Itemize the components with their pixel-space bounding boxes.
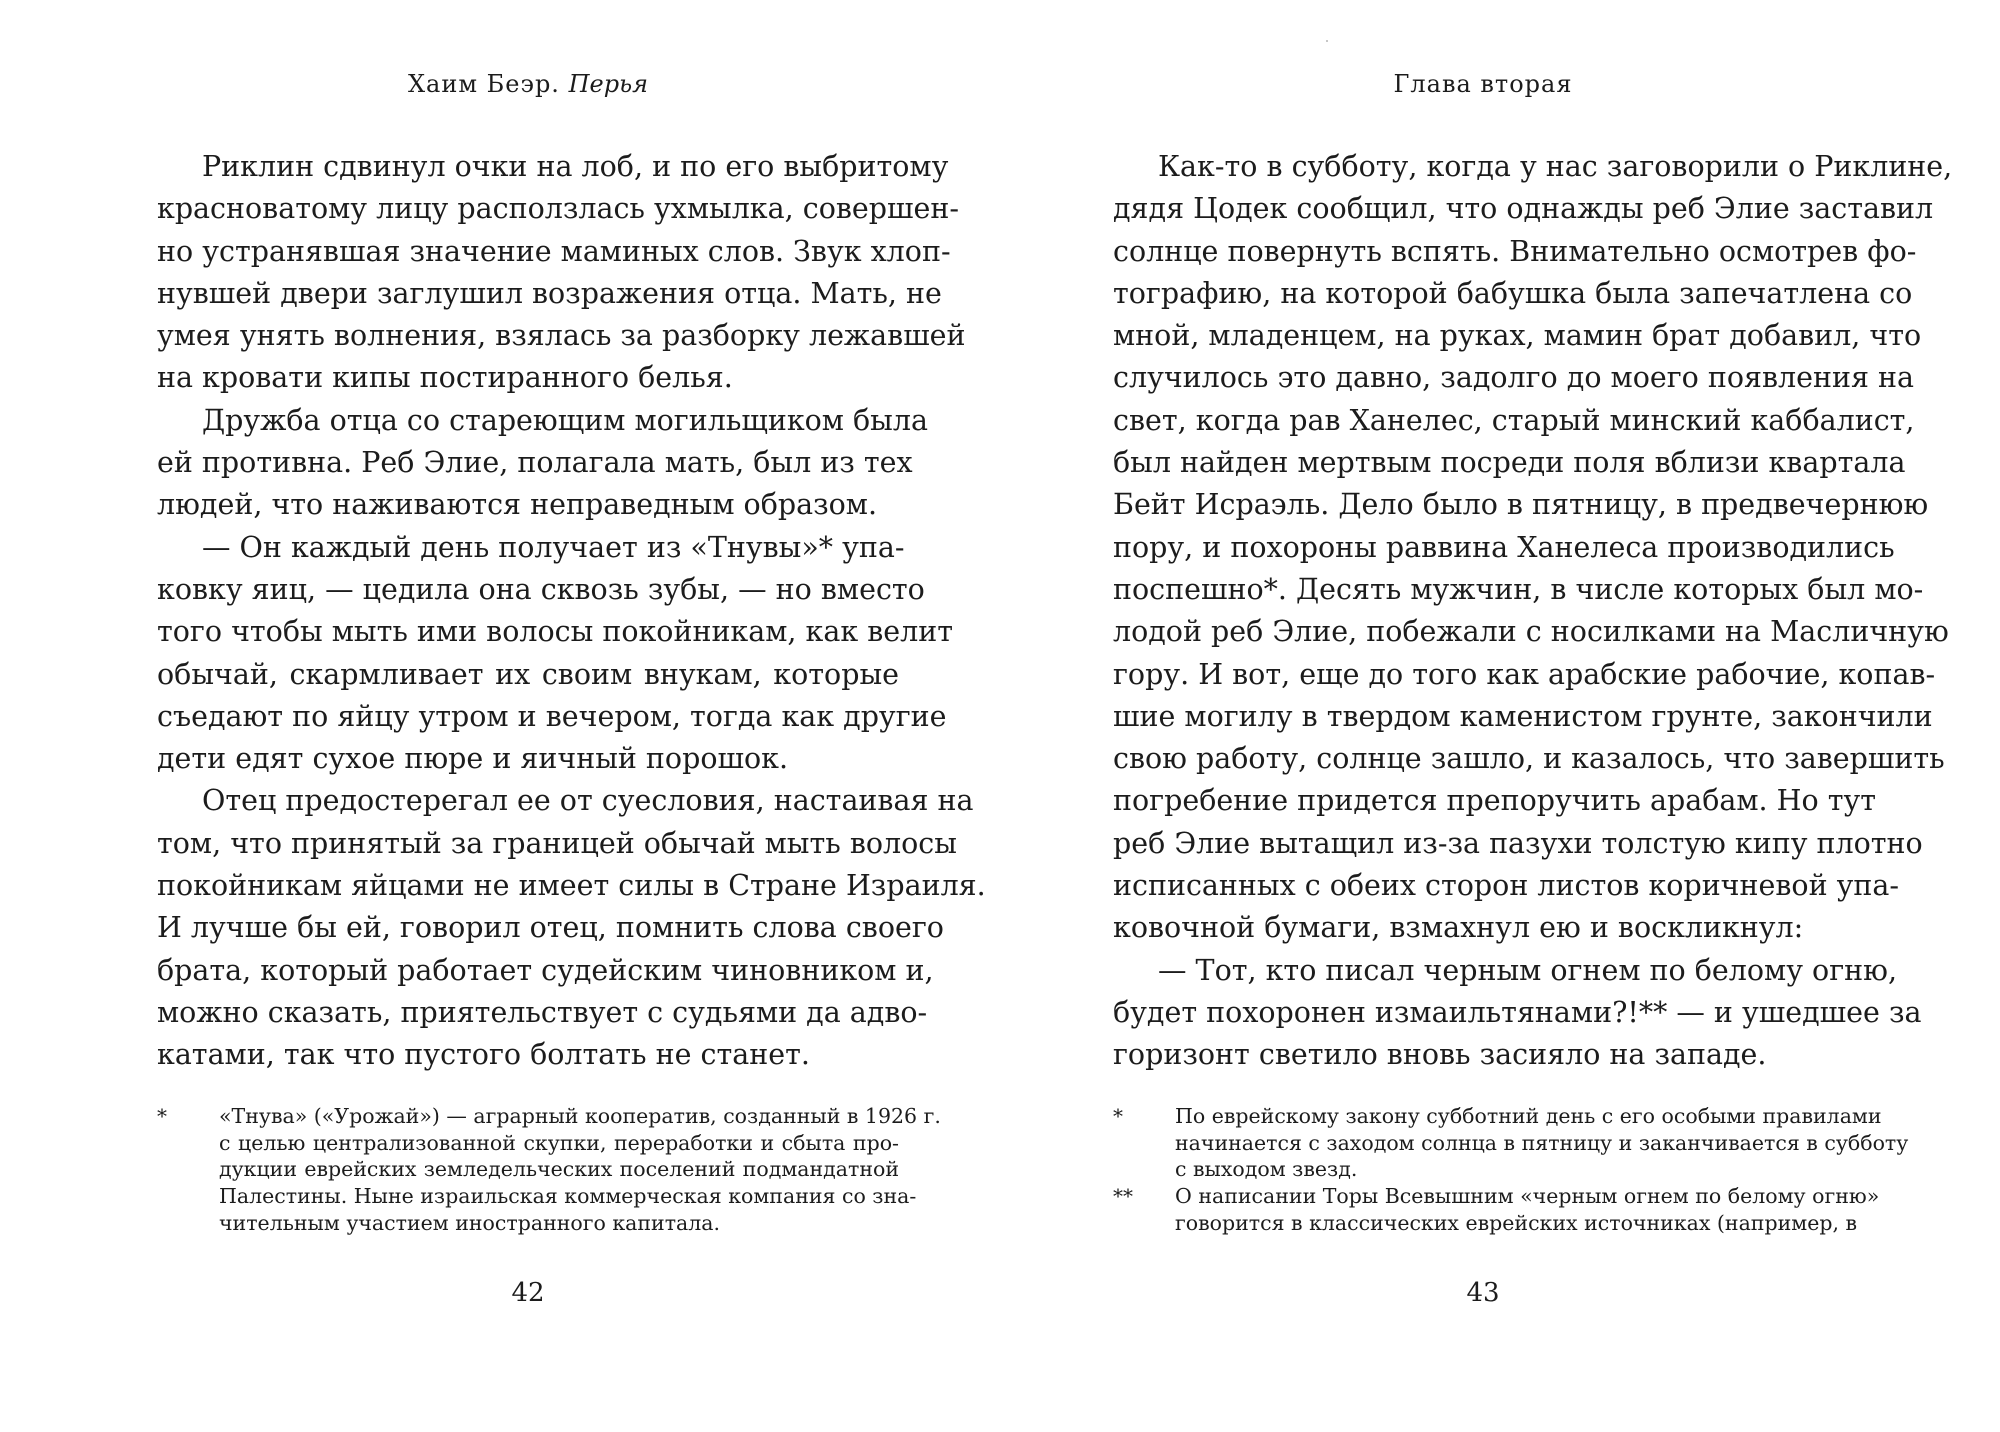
text-line: погребение придется препоручить арабам. Но тут xyxy=(1113,784,1877,818)
text-line: Бейт Исраэль. Дело было в пятницу, в предвечернюю xyxy=(1113,488,1929,522)
page-number-left: 42 xyxy=(511,1278,545,1308)
footnote-marker: * xyxy=(1113,1104,1123,1128)
text-line: покойникам яйцами не имеет силы в Стране Израиля. xyxy=(157,869,986,903)
text-line: исписанных с обеих сторон листов коричневой упа- xyxy=(1113,869,1900,903)
text-line: шие могилу в твердом каменистом грунте, закончили xyxy=(1113,699,1933,733)
text-line: случилось это давно, задолго до моего появления на xyxy=(1113,361,1915,395)
running-head-left xyxy=(157,70,899,98)
footnote-line: чительным участием иностранного капитала. xyxy=(219,1210,721,1235)
text-line: ей противна. Реб Элие, полагала мать, был из тех xyxy=(157,446,913,480)
text-line: пору, и похороны раввина Ханелеса производились xyxy=(1113,530,1895,564)
text-line: горизонт светило вновь засияло на западе. xyxy=(1113,1038,1767,1072)
footnote-line: начинается с заходом солнца в пятницу и заканчивается в субботу xyxy=(1175,1130,1909,1155)
text-line: поспешно*. Десять мужчин, в числе которых был мо- xyxy=(1113,572,1924,606)
text-line: Дружба отца со стареющим могильщиком была xyxy=(202,403,928,437)
text-line: людей, что наживаются неправедным образом. xyxy=(157,488,878,522)
text-line: том, что принятый за границей обычай мыть волосы xyxy=(157,826,957,860)
text-line: красноватому лицу расползлась ухмылка, совершен- xyxy=(157,192,959,226)
text-line: ковку яиц, — цедила она сквозь зубы, — но вместо xyxy=(157,572,925,606)
footnote-line: Палестины. Ныне израильская коммерческая компания со зна- xyxy=(219,1184,917,1209)
text-line: на кровати кипы постиранного белья. xyxy=(157,361,733,395)
footnote-line xyxy=(1113,1183,1880,1210)
text-line: И лучше бы ей, говорил отец, помнить слова своего xyxy=(157,911,944,945)
text-line: — Тот, кто писал черным огнем по белому огню, xyxy=(1158,953,1898,987)
footnote-line: с выходом звезд. xyxy=(1175,1157,1358,1182)
paper-speck xyxy=(1326,40,1328,42)
text-line: Риклин сдвинул очки на лоб, и по его выбритому xyxy=(202,150,949,183)
text-line: ковочной бумаги, взмахнул ею и воскликнул: xyxy=(1113,911,1804,945)
text-line: солнце повернуть вспять. Внимательно осмотрев фо- xyxy=(1113,234,1917,268)
right-body-text xyxy=(1113,146,1953,1077)
footnote-line: дукции еврейских земледельческих поселений подмандатной xyxy=(219,1157,899,1182)
text-line: Как-то в субботу, когда у нас заговорили о Риклине, xyxy=(1158,150,1953,183)
text-line: умея унять волнения, взялась за разборку лежавшей xyxy=(157,319,966,353)
left-footnotes xyxy=(157,1103,941,1236)
text-line: реб Элие вытащил из-за пазухи толстую кипу плотно xyxy=(1113,826,1923,860)
right-footnotes xyxy=(1113,1103,1909,1236)
footnote-line: с целью централизованной скупки, переработки и сбыта про- xyxy=(219,1130,899,1155)
text-line: дядя Цодек сообщил, что однажды реб Элие заставил xyxy=(1113,192,1934,226)
text-line: съедают по яйцу утром и вечером, тогда как другие xyxy=(157,699,947,733)
text-line: можно сказать, приятельствует с судьями да адво- xyxy=(157,995,928,1029)
running-head-right: Глава вторая xyxy=(1393,70,1573,98)
footnote-line xyxy=(1113,1103,1882,1130)
text-line: Отец предостерегал ее от суесловия, настаивая на xyxy=(202,784,974,818)
running-head-author: Хаим Беэр. xyxy=(407,70,560,98)
text-line: свет, когда рав Ханелес, старый минский каббалист, xyxy=(1113,403,1915,437)
footnote-text: О написании Торы Всевышним «черным огнем по белому огню» xyxy=(1175,1184,1880,1209)
page-number-right: 43 xyxy=(1466,1278,1500,1308)
text-line: свою работу, солнце зашло, и казалось, что завершить xyxy=(1113,742,1945,776)
footnote-marker: * xyxy=(157,1104,167,1128)
text-line: катами, так что пустого болтать не станет. xyxy=(157,1038,810,1072)
text-line: обычай, скармливает их своим внукам, которые xyxy=(157,657,899,691)
text-line: был найден мертвым посреди поля вблизи квартала xyxy=(1113,446,1906,480)
text-line: нувшей двери заглушил возражения отца. Мать, не xyxy=(157,276,942,310)
left-body-text xyxy=(157,146,986,1077)
footnote-text: «Тнува» («Урожай») — аграрный кооператив, созданный в 1926 г. xyxy=(219,1104,941,1128)
text-line: лодой реб Элие, побежали с носилками на Масличную xyxy=(1113,615,1949,649)
footnote-line xyxy=(157,1103,941,1130)
text-line: того чтобы мыть ими волосы покойникам, как велит xyxy=(157,615,953,649)
text-line: гору. И вот, еще до того как арабские рабочие, копав- xyxy=(1113,657,1936,691)
text-line: мной, младенцем, на руках, мамин брат добавил, что xyxy=(1113,319,1922,353)
footnote-line: говорится в классических еврейских источниках (например, в xyxy=(1175,1210,1858,1235)
footnote-text: По еврейскому закону субботний день с его особыми правилами xyxy=(1175,1104,1882,1128)
footnote-marker: ** xyxy=(1113,1184,1133,1209)
text-line: но устранявшая значение маминых слов. Звук хлоп- xyxy=(157,234,951,268)
text-line: брата, который работает судейским чиновником и, xyxy=(157,953,934,987)
text-line: дети едят сухое пюре и яичный порошок. xyxy=(157,742,789,776)
text-line: тографию, на которой бабушка была запечатлена со xyxy=(1113,276,1913,310)
text-line: будет похоронен измаильтянами?!** — и ушедшее за xyxy=(1113,995,1922,1029)
text-line: — Он каждый день получает из «Тнувы»* упа- xyxy=(202,530,905,564)
running-head-title: Перья xyxy=(568,70,649,98)
